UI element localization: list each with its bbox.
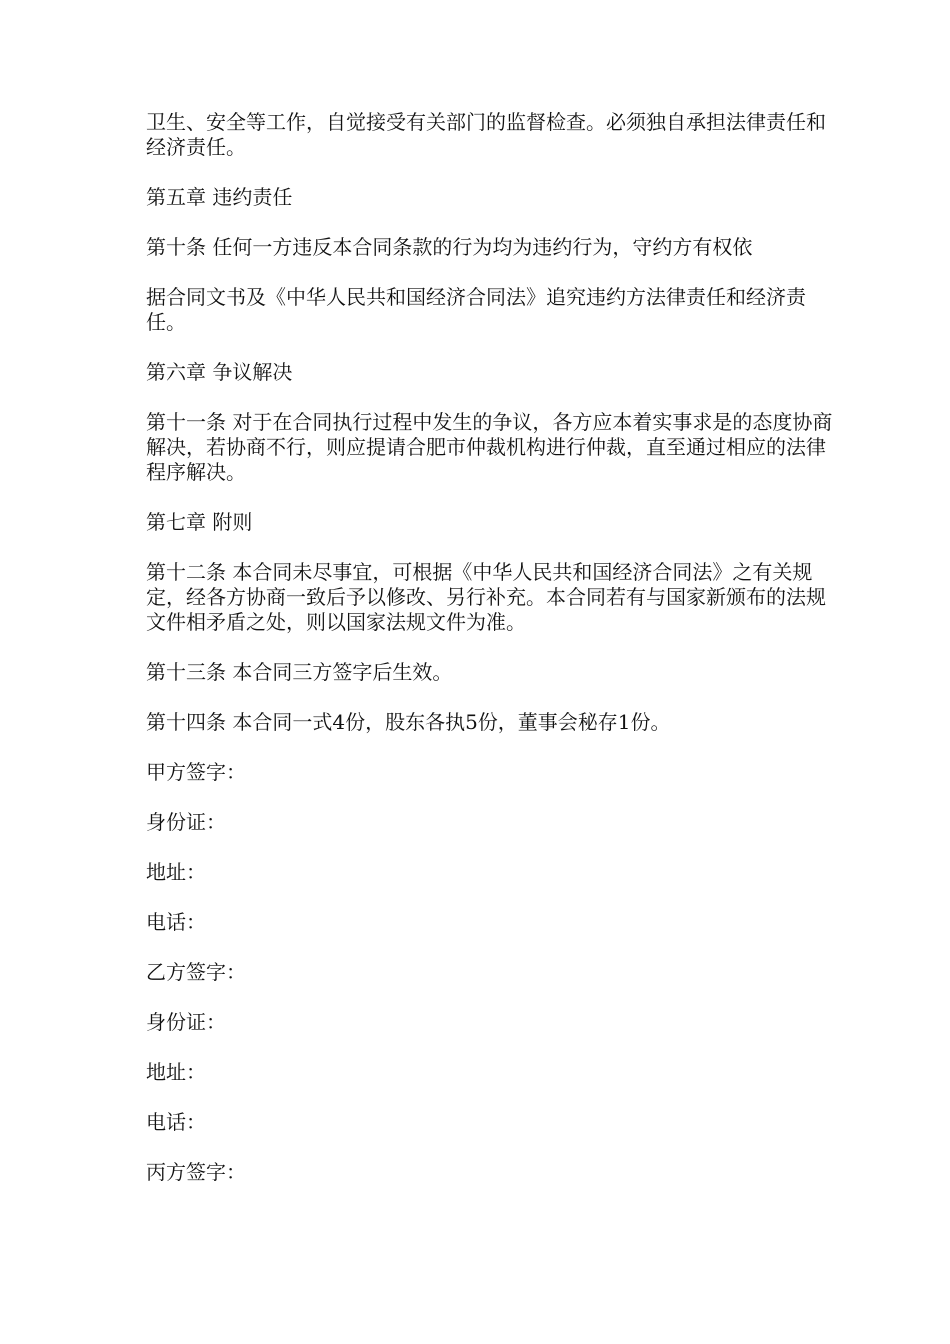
party-b-signature: 乙方签字： (146, 960, 246, 984)
article-10: 第十条 任何一方违反本合同条款的行为均为违约行为，守约方有权依 (146, 235, 753, 259)
article-13: 第十三条 本合同三方签字后生效。 (146, 660, 453, 684)
party-a-signature: 甲方签字： (146, 760, 246, 784)
party-b-phone: 电话： (146, 1110, 206, 1134)
chapter-5-heading: 第五章 违约责任 (146, 185, 293, 209)
paragraph-liability-continued: 卫生、安全等工作，自觉接受有关部门的监督检查。必须独自承担法律责任和经济责任。 (146, 110, 826, 159)
article-14: 第十四条 本合同一式4份，股东各执5份，董事会秘存1份。 (146, 710, 671, 734)
document-page (146, 110, 836, 1210)
party-a-address: 地址： (146, 860, 206, 884)
article-12: 第十二条 本合同未尽事宜，可根据《中华人民共和国经济合同法》之有关规定，经各方协商一致后予以修改、另行补充。本合同若有与国家新颁布的法规文件相矛盾之处，则以国家法规文件为准。 (146, 560, 826, 634)
article-10-continued: 据合同文书及《中华人民共和国经济合同法》追究违约方法律责任和经济责任。 (146, 285, 806, 334)
party-b-id: 身份证： (146, 1010, 226, 1034)
article-11: 第十一条 对于在合同执行过程中发生的争议，各方应本着实事求是的态度协商解决，若协商不行，则应提请合肥市仲裁机构进行仲裁，直至通过相应的法律程序解决。 (146, 410, 833, 484)
party-b-address: 地址： (146, 1060, 206, 1084)
chapter-6-heading: 第六章 争议解决 (146, 360, 293, 384)
party-c-signature: 丙方签字： (146, 1160, 246, 1184)
chapter-7-heading: 第七章 附则 (146, 510, 253, 534)
party-a-phone: 电话： (146, 910, 206, 934)
party-a-id: 身份证： (146, 810, 226, 834)
